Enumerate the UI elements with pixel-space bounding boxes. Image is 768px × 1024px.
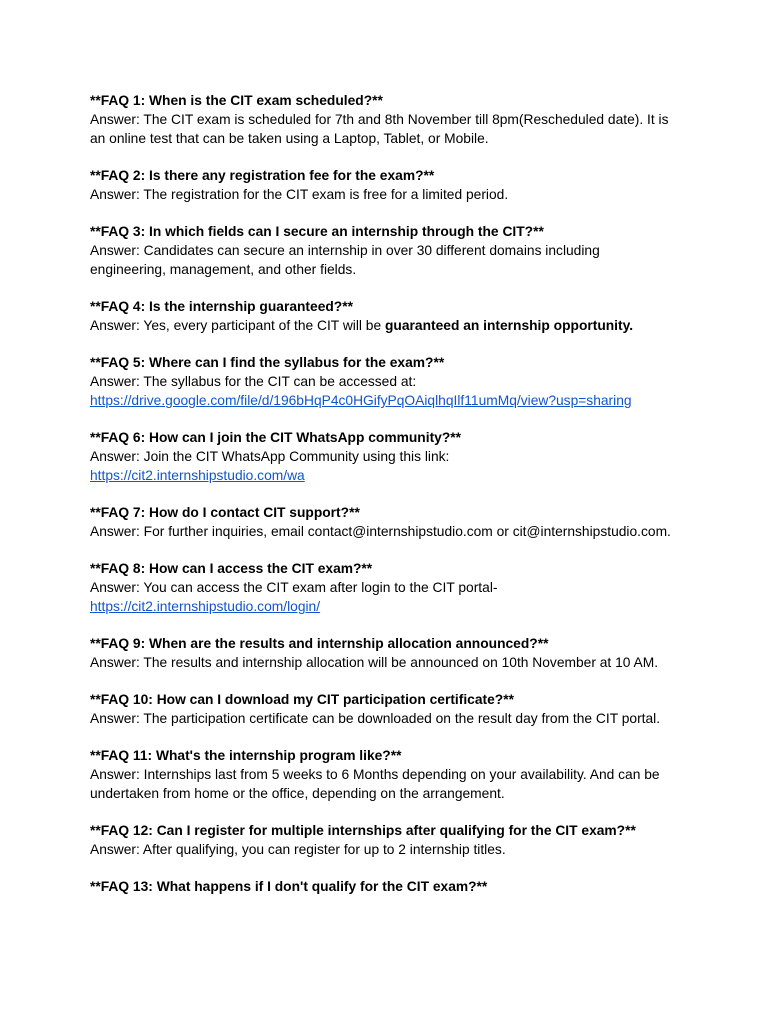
- faq-question: **FAQ 7: How do I contact CIT support?**: [90, 505, 360, 520]
- faq-answer-line: Answer: After qualifying, you can register for up to 2 internship titles.: [90, 842, 506, 857]
- faq-answer-line: engineering, management, and other fields.: [90, 262, 357, 277]
- faq-item-10: [90, 690, 690, 728]
- document-page: [90, 91, 690, 914]
- faq-answer-line: [90, 316, 690, 335]
- faq-question: **FAQ 13: What happens if I don't qualify for the CIT exam?**: [90, 879, 488, 894]
- faq-link-line: [90, 391, 690, 410]
- faq-answer-line: Answer: For further inquiries, email contact@internshipstudio.com or cit@internshipstudio.com.: [90, 524, 671, 539]
- cit-portal-login-link[interactable]: https://cit2.internshipstudio.com/login/: [90, 599, 321, 614]
- faq-question: **FAQ 3: In which fields can I secure an internship through the CIT?**: [90, 224, 544, 239]
- faq-link-line: [90, 597, 690, 616]
- faq-answer-line: Answer: The participation certificate can be downloaded on the result day from the CIT portal.: [90, 711, 661, 726]
- faq-question: **FAQ 10: How can I download my CIT participation certificate?**: [90, 692, 514, 707]
- faq-item-4: [90, 297, 690, 335]
- faq-item-7: [90, 503, 690, 541]
- faq-question: **FAQ 5: Where can I find the syllabus for the exam?**: [90, 355, 445, 370]
- faq-item-8: [90, 559, 690, 616]
- faq-answer-line: undertaken from home or the office, depending on the arrangement.: [90, 786, 505, 801]
- faq-item-1: [90, 91, 690, 148]
- faq-item-12: [90, 821, 690, 859]
- faq-question: **FAQ 4: Is the internship guaranteed?**: [90, 299, 353, 314]
- faq-item-13: [90, 877, 690, 896]
- faq-answer-line: Answer: The results and internship allocation will be announced on 10th November at 10 AM.: [90, 655, 659, 670]
- faq-question: **FAQ 2: Is there any registration fee for the exam?**: [90, 168, 435, 183]
- syllabus-link[interactable]: https://drive.google.com/file/d/196bHqP4c0HGifyPqOAiqlhqIlf11umMq/view?usp=sharing: [90, 393, 632, 408]
- faq-item-9: [90, 634, 690, 672]
- faq-answer-line: Answer: The registration for the CIT exam is free for a limited period.: [90, 187, 509, 202]
- faq-answer-emphasis: guaranteed an internship opportunity.: [385, 318, 634, 333]
- faq-answer-text: Answer: Yes, every participant of the CIT will be: [90, 318, 385, 333]
- faq-answer-line: Answer: Internships last from 5 weeks to 6 Months depending on your availability. And can be: [90, 767, 660, 782]
- faq-item-5: [90, 353, 690, 410]
- faq-answer-line: Answer: The CIT exam is scheduled for 7th and 8th November till 8pm(Rescheduled date). It is: [90, 112, 669, 127]
- faq-item-2: [90, 166, 690, 204]
- faq-item-3: [90, 222, 690, 279]
- faq-question: **FAQ 1: When is the CIT exam scheduled?**: [90, 93, 383, 108]
- faq-question: **FAQ 6: How can I join the CIT WhatsApp community?**: [90, 430, 462, 445]
- faq-answer-line: Answer: Join the CIT WhatsApp Community using this link:: [90, 449, 450, 464]
- faq-item-6: [90, 428, 690, 485]
- faq-question: **FAQ 8: How can I access the CIT exam?**: [90, 561, 373, 576]
- whatsapp-community-link[interactable]: https://cit2.internshipstudio.com/wa: [90, 468, 305, 483]
- faq-question: **FAQ 9: When are the results and internship allocation announced?**: [90, 636, 549, 651]
- faq-item-11: [90, 746, 690, 803]
- faq-question: **FAQ 12: Can I register for multiple internships after qualifying for the CIT exam?**: [90, 823, 636, 838]
- faq-answer-line: Answer: You can access the CIT exam after login to the CIT portal-: [90, 580, 498, 595]
- faq-question: **FAQ 11: What's the internship program like?**: [90, 748, 402, 763]
- faq-answer-line: Answer: The syllabus for the CIT can be accessed at:: [90, 374, 417, 389]
- faq-answer-line: Answer: Candidates can secure an internship in over 30 different domains including: [90, 243, 600, 258]
- faq-link-line: [90, 466, 690, 485]
- faq-answer-line: an online test that can be taken using a Laptop, Tablet, or Mobile.: [90, 131, 489, 146]
